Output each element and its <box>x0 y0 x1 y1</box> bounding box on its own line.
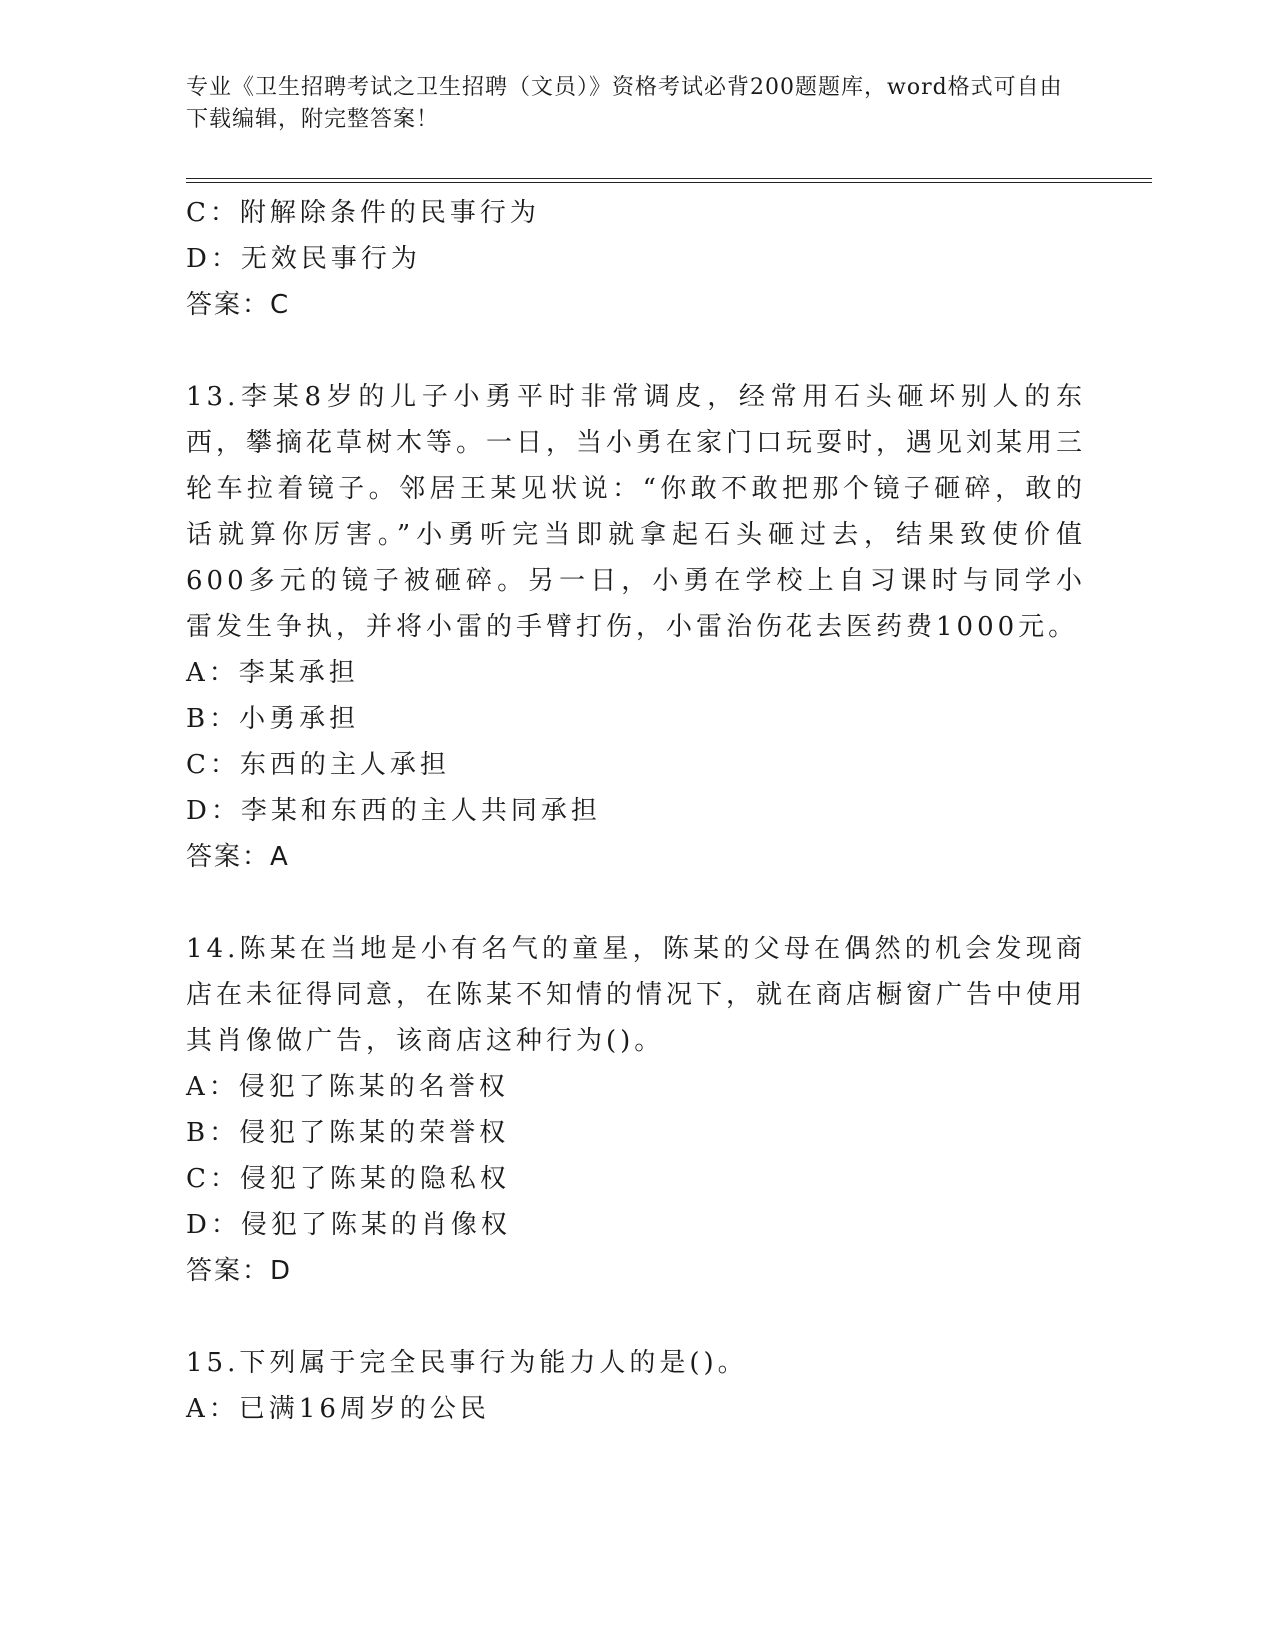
option-c: C：东西的主人承担 <box>186 750 450 780</box>
question-13 <box>186 374 1086 880</box>
document-header <box>186 72 1066 136</box>
question-stem: 13.李某8岁的儿子小勇平时非常调皮，经常用石头砸坏别人的东西，攀摘花草树木等。一日，当小勇在家门口玩耍时，遇见刘某用三轮车拉着镜子。邻居王某见状说：“你敢不敢把那个镜子砸碎，敢的话就算你厉害。”小勇听完当即就拿起石头砸过去，结果致使价值600多元的镜子被砸碎。另一日，小勇在学校上自习课时与同学小雷发生争执，并将小雷的手臂打伤，小雷治伤花去医药费1000元。 <box>186 382 1087 642</box>
option-d: D：李某和东西的主人共同承担 <box>186 796 601 826</box>
header-divider <box>186 178 1152 183</box>
spacer <box>186 880 1086 926</box>
spacer <box>186 328 1086 374</box>
spacer <box>186 1294 1086 1340</box>
option-c: C：附解除条件的民事行为 <box>186 198 540 228</box>
option-a: A：已满16周岁的公民 <box>186 1394 490 1424</box>
answer-line: 答案：C <box>186 290 291 320</box>
question-stem: 15.下列属于完全民事行为能力人的是()。 <box>186 1348 748 1378</box>
question-15 <box>186 1340 1086 1432</box>
option-a: A：侵犯了陈某的名誉权 <box>186 1072 509 1102</box>
option-b: B：侵犯了陈某的荣誉权 <box>186 1118 510 1148</box>
option-a: A：李某承担 <box>186 658 359 688</box>
question-14 <box>186 926 1086 1294</box>
question-12-fragment <box>186 190 1086 328</box>
option-b: B：小勇承担 <box>186 704 360 734</box>
option-d: D：侵犯了陈某的肖像权 <box>186 1210 511 1240</box>
option-c: C：侵犯了陈某的隐私权 <box>186 1164 510 1194</box>
header-title: 专业《卫生招聘考试之卫生招聘（文员）》资格考试必背200题题库，word格式可自由下载编辑，附完整答案！ <box>186 75 1063 132</box>
document-body <box>186 190 1086 1432</box>
answer-line: 答案：A <box>186 842 290 872</box>
question-stem: 14.陈某在当地是小有名气的童星，陈某的父母在偶然的机会发现商店在未征得同意，在陈某不知情的情况下，就在商店橱窗广告中使用其肖像做广告，该商店这种行为()。 <box>186 934 1087 1056</box>
answer-line: 答案：D <box>186 1256 293 1286</box>
option-d: D：无效民事行为 <box>186 244 421 274</box>
